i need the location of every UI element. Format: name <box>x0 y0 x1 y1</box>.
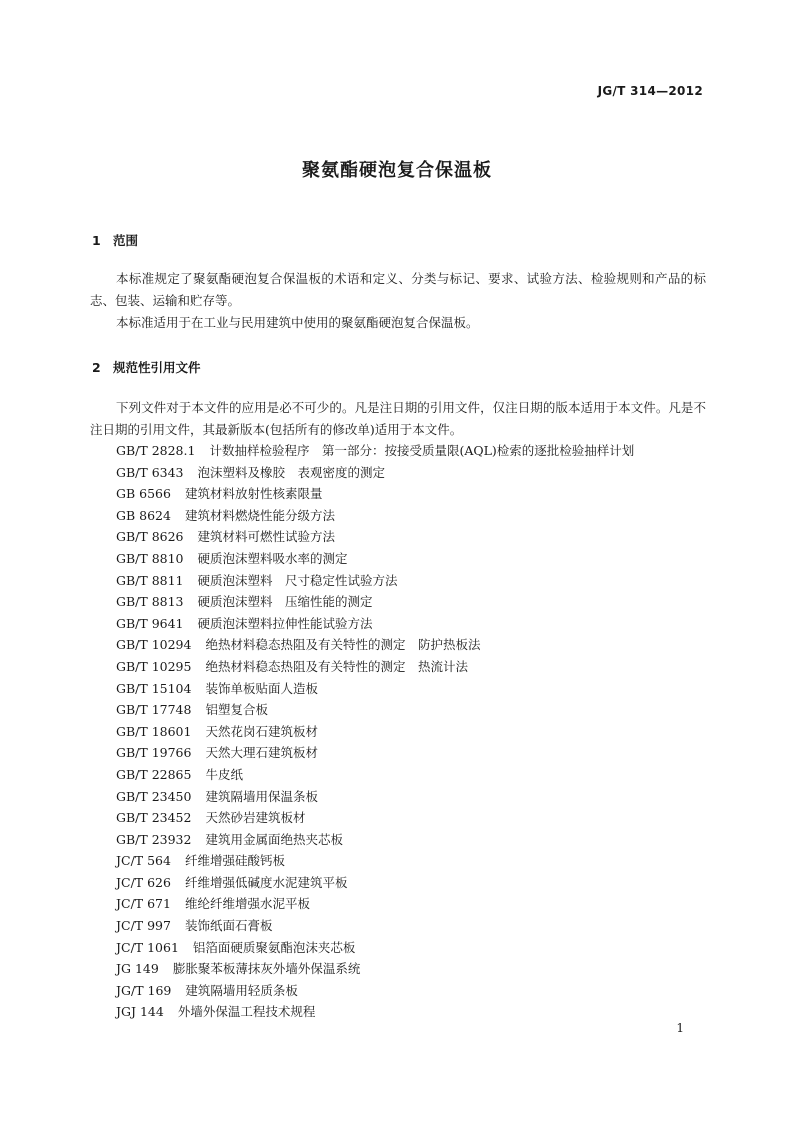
reference-item <box>116 440 634 462</box>
reference-title: 建筑隔墙用轻质条板 <box>185 982 298 998</box>
reference-code: GB/T 23932 <box>116 831 192 847</box>
reference-item <box>116 656 634 678</box>
reference-code: JC/T 997 <box>116 918 171 934</box>
reference-item <box>116 483 634 505</box>
section-number: 1 <box>92 233 101 248</box>
reference-title: 硬质泡沫塑料 尺寸稳定性试验方法 <box>197 572 398 588</box>
reference-item <box>116 591 634 613</box>
reference-item <box>116 915 634 937</box>
section-number: 2 <box>92 360 101 375</box>
reference-code: JG 149 <box>116 961 159 977</box>
reference-title: 建筑用金属面绝热夹芯板 <box>205 831 343 847</box>
reference-item <box>116 1001 634 1023</box>
reference-item <box>116 505 634 527</box>
reference-title: 外墙外保温工程技术规程 <box>177 1004 316 1020</box>
reference-item <box>116 462 634 484</box>
reference-title: 膨胀聚苯板薄抹灰外墙外保温系统 <box>172 961 361 977</box>
references-intro-paragraph: 下列文件对于本文件的应用是必不可少的。凡是注日期的引用文件，仅注日期的版本适用于本文件。凡是不注日期的引用文件，其最新版本(包括所有的修改单)适用于本文件。 <box>90 400 706 437</box>
reference-title: 绝热材料稳态热阻及有关特性的测定 热流计法 <box>205 658 468 674</box>
reference-item <box>116 829 634 851</box>
scope-paragraph-2: 本标准适用于在工业与民用建筑中使用的聚氨酯硬泡复合保温板。 <box>116 315 479 330</box>
reference-code: GB/T 15104 <box>116 680 192 696</box>
reference-item <box>116 764 634 786</box>
reference-code: GB/T 23452 <box>116 810 192 826</box>
reference-item <box>116 786 634 808</box>
reference-code: GB/T 23450 <box>116 788 192 804</box>
reference-title: 纤维增强低碱度水泥建筑平板 <box>184 874 348 890</box>
reference-list <box>116 440 634 1023</box>
reference-code: JC/T 1061 <box>116 939 179 955</box>
standard-code: JG/T 314—2012 <box>597 84 703 98</box>
reference-item <box>116 958 634 980</box>
page-number: 1 <box>676 1021 684 1035</box>
reference-title: 铝塑复合板 <box>205 702 268 718</box>
reference-title: 装饰单板贴面人造板 <box>205 680 318 696</box>
reference-title: 天然大理石建筑板材 <box>205 745 318 761</box>
reference-code: GB/T 17748 <box>116 702 192 718</box>
reference-code: GB/T 22865 <box>116 766 192 782</box>
section-1-heading <box>92 231 138 249</box>
reference-code: GB/T 18601 <box>116 723 192 739</box>
reference-item <box>116 699 634 721</box>
reference-title: 建筑材料燃烧性能分级方法 <box>184 507 335 523</box>
reference-code: GB 8624 <box>116 507 171 523</box>
reference-title: 建筑材料放射性核素限量 <box>184 486 323 502</box>
section-2-heading <box>92 358 201 376</box>
reference-title: 铝箔面硬质聚氨酯泡沫夹芯板 <box>192 939 356 955</box>
reference-code: GB/T 19766 <box>116 745 192 761</box>
scope-paragraph-1: 本标准规定了聚氨酯硬泡复合保温板的术语和定义、分类与标记、要求、试验方法、检验规则和产品的标志、包装、运输和贮存等。 <box>90 271 706 308</box>
reference-title: 泡沫塑料及橡胶 表观密度的测定 <box>197 464 386 480</box>
reference-item <box>116 548 634 570</box>
reference-item <box>116 937 634 959</box>
reference-code: JC/T 626 <box>116 874 171 890</box>
reference-item <box>116 526 634 548</box>
reference-title: 计数抽样检验程序 第一部分：按接受质量限(AQL)检索的逐批检验抽样计划 <box>209 443 635 458</box>
reference-title: 建筑材料可燃性试验方法 <box>197 529 336 545</box>
reference-title: 硬质泡沫塑料拉伸性能试验方法 <box>197 615 373 631</box>
reference-title: 硬质泡沫塑料 压缩性能的测定 <box>197 594 373 610</box>
reference-title: 维纶纤维增强水泥平板 <box>184 896 310 912</box>
reference-title: 绝热材料稳态热阻及有关特性的测定 防护热板法 <box>205 637 481 653</box>
document-title: 聚氨酯硬泡复合保温板 <box>302 160 492 181</box>
reference-item <box>116 807 634 829</box>
reference-code: JGJ 144 <box>116 1004 164 1020</box>
reference-code: GB/T 9641 <box>116 615 184 631</box>
reference-item <box>116 613 634 635</box>
reference-code: GB/T 2828.1 <box>116 443 196 458</box>
reference-item <box>116 742 634 764</box>
reference-code: JC/T 671 <box>116 896 171 912</box>
reference-item <box>116 980 634 1002</box>
reference-code: GB/T 8810 <box>116 550 184 566</box>
reference-item <box>116 678 634 700</box>
reference-item <box>116 634 634 656</box>
reference-code: GB/T 8811 <box>116 572 184 588</box>
reference-item <box>116 570 634 592</box>
reference-code: GB/T 6343 <box>116 464 184 480</box>
reference-item <box>116 721 634 743</box>
reference-title: 建筑隔墙用保温条板 <box>205 788 318 804</box>
reference-item <box>116 850 634 872</box>
reference-item <box>116 893 634 915</box>
reference-title: 硬质泡沫塑料吸水率的测定 <box>197 550 348 566</box>
section-title: 规范性引用文件 <box>113 360 201 375</box>
reference-code: GB/T 8626 <box>116 529 184 545</box>
reference-title: 天然花岗石建筑板材 <box>205 723 318 739</box>
reference-title: 纤维增强硅酸钙板 <box>184 853 285 869</box>
reference-title: 装饰纸面石膏板 <box>184 918 273 934</box>
reference-title: 牛皮纸 <box>205 766 243 782</box>
reference-title: 天然砂岩建筑板材 <box>205 810 306 826</box>
reference-code: JG/T 169 <box>116 982 172 998</box>
reference-code: GB 6566 <box>116 486 171 502</box>
reference-code: JC/T 564 <box>116 853 171 869</box>
reference-code: GB/T 10294 <box>116 637 192 653</box>
reference-code: GB/T 10295 <box>116 658 192 674</box>
reference-code: GB/T 8813 <box>116 594 184 610</box>
reference-item <box>116 872 634 894</box>
section-title: 范围 <box>113 233 139 248</box>
